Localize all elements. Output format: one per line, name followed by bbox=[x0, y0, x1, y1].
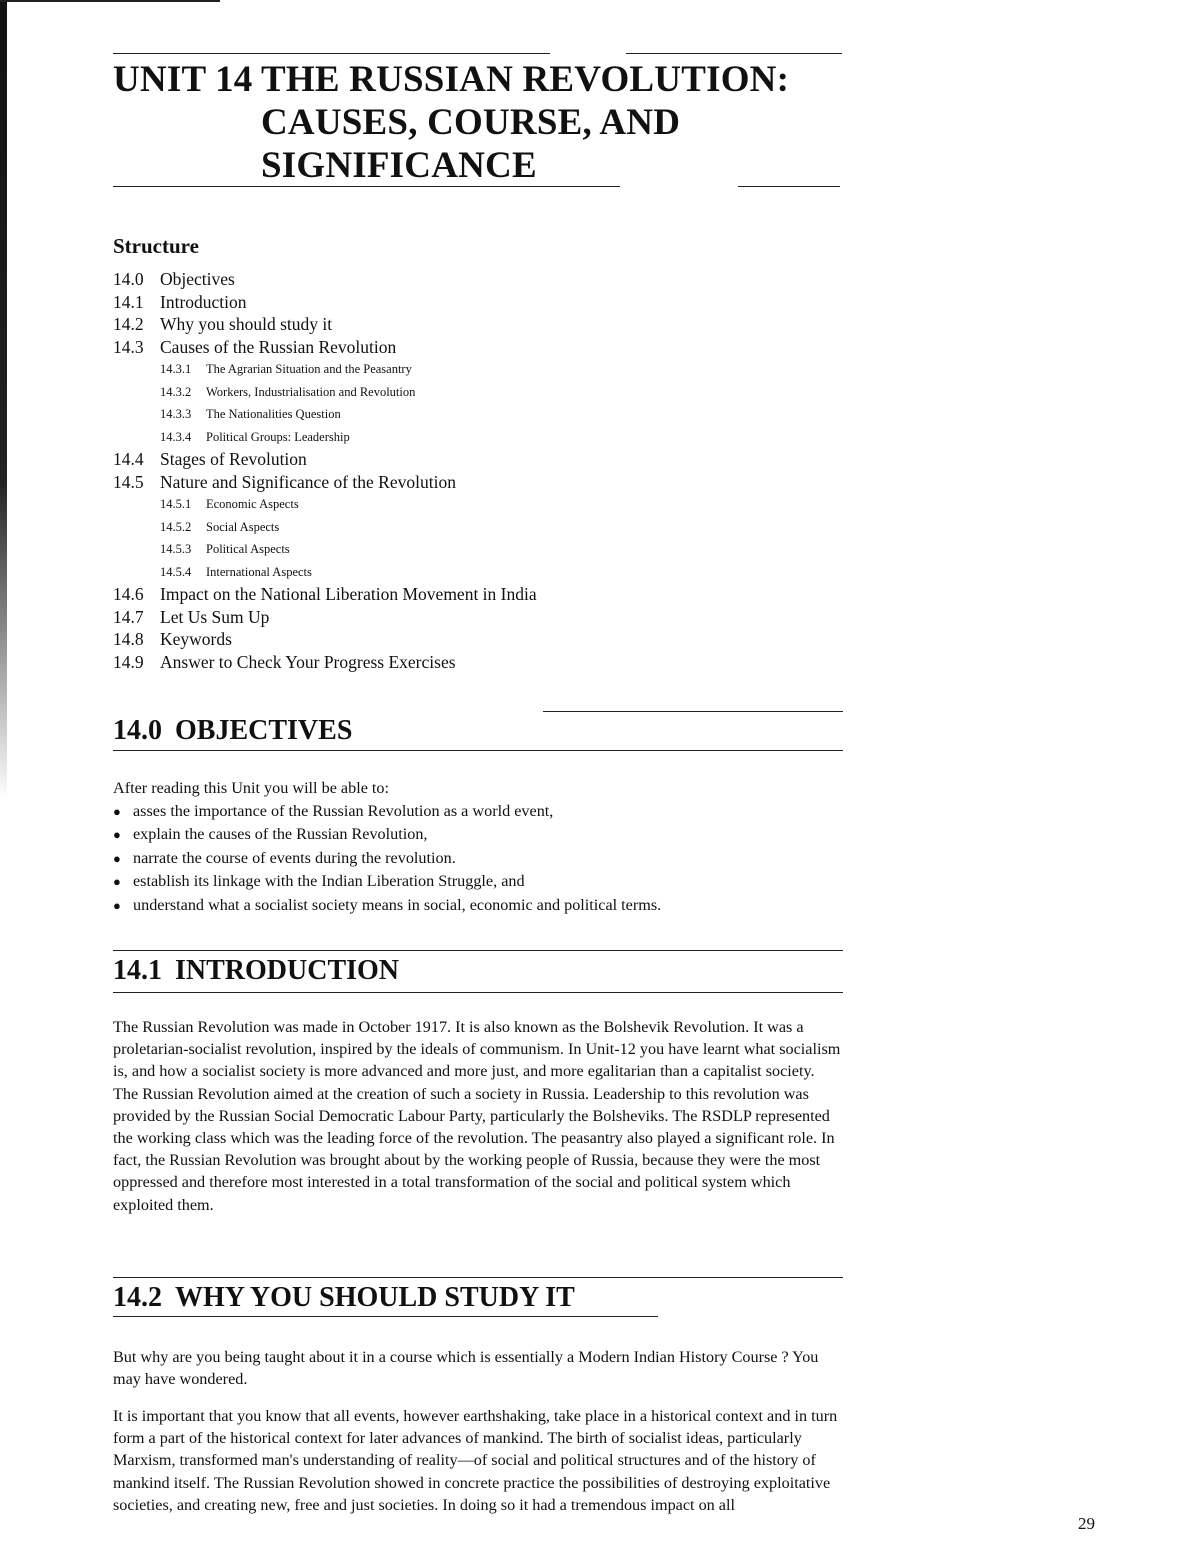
toc-item-label: Objectives bbox=[160, 269, 235, 289]
toc-item-label: Impact on the National Liberation Movement in India bbox=[160, 584, 537, 604]
title-rule-top-left bbox=[113, 53, 550, 54]
toc-item bbox=[113, 516, 537, 539]
introduction-paragraph: The Russian Revolution was made in October 1917. It is also known as the Bolshevik Revolution. It was a proletarian-socialist revolution, inspired by the ideals of communism. In Unit-12 you have learnt what socialism is, and how a socialist society is more advanced and more just, and more egalitarian than a capitalist society. The Russian Revolution aimed at the creation of such a society in Russia. Leadership to this revolution was provided by the Russian Social Democratic Labour Party, particularly the Bolsheviks. The RSDLP represented the working class which was the leading force of the revolution. The peasantry also played a significant role. In fact, the Russian Revolution was brought about by the working people of Russia, because they were the most oppressed and therefore most interested in a total transformation of the social and political system which exploited them. bbox=[113, 1018, 841, 1214]
page-number: 29 bbox=[1078, 1514, 1095, 1533]
toc-item-number: 14.6 bbox=[113, 584, 144, 604]
toc-item bbox=[113, 336, 537, 359]
toc-item-label: Causes of the Russian Revolution bbox=[160, 336, 397, 357]
toc-item bbox=[113, 291, 537, 314]
toc-item-label: The Agrarian Situation and the Peasantry bbox=[206, 362, 412, 376]
introduction-title: INTRODUCTION bbox=[175, 955, 400, 986]
bullet-icon: ● bbox=[113, 827, 121, 843]
toc-item-label: The Nationalities Question bbox=[206, 407, 341, 421]
toc-item-label: Social Aspects bbox=[206, 519, 280, 534]
introduction-rule-top bbox=[113, 950, 843, 951]
objectives-intro: After reading this Unit you will be able to: bbox=[113, 779, 390, 797]
title-rule-bottom-right bbox=[738, 186, 840, 187]
toc-item-label: Economic Aspects bbox=[206, 497, 299, 511]
title-rule-bottom-left bbox=[113, 186, 620, 187]
bullet-icon: ● bbox=[113, 804, 121, 819]
toc-item-label: Nature and Significance of the Revolution bbox=[160, 471, 456, 492]
toc-item-label: Workers, Industrialisation and Revolution bbox=[206, 384, 416, 399]
toc-item-number: 14.3.2 bbox=[160, 384, 192, 399]
objective-item bbox=[113, 847, 661, 870]
toc-item-label: Political Groups: Leadership bbox=[206, 429, 350, 444]
toc-item-number: 14.3.4 bbox=[160, 429, 192, 444]
toc-item bbox=[113, 628, 537, 651]
toc-item-number: 14.4 bbox=[113, 449, 144, 469]
toc-item bbox=[113, 448, 537, 471]
objectives-list bbox=[113, 800, 661, 917]
toc-item-label: Let Us Sum Up bbox=[160, 606, 270, 627]
unit-title-line3: SIGNIFICANCE bbox=[261, 145, 537, 186]
why-study-paragraph-1: But why are you being taught about it in a course which is essentially a Modern Indian History Course ? You may have wondered. bbox=[113, 1348, 819, 1389]
toc-item bbox=[113, 358, 537, 381]
toc-item bbox=[113, 313, 537, 336]
toc-item-number: 14.5.2 bbox=[160, 519, 192, 534]
objective-item bbox=[113, 894, 661, 917]
objectives-title: OBJECTIVES bbox=[175, 715, 353, 746]
toc-item-number: 14.3.1 bbox=[160, 362, 192, 376]
why-study-heading bbox=[113, 1282, 575, 1314]
toc-item-label: Stages of Revolution bbox=[160, 449, 307, 469]
introduction-heading bbox=[113, 955, 399, 987]
objective-item bbox=[113, 870, 661, 893]
toc-item bbox=[113, 381, 537, 404]
objectives-rule-bottom bbox=[113, 750, 843, 751]
objectives-number: 14.0 bbox=[113, 715, 162, 746]
title-rule-top-right bbox=[626, 53, 842, 54]
toc-item-number: 14.1 bbox=[113, 291, 144, 312]
toc-item bbox=[113, 426, 537, 449]
toc-item-label: International Aspects bbox=[206, 564, 312, 579]
why-study-number: 14.2 bbox=[113, 1282, 162, 1313]
toc-item-number: 14.0 bbox=[113, 269, 144, 289]
bullet-icon: ● bbox=[113, 850, 121, 866]
toc-item-label: Introduction bbox=[160, 291, 247, 312]
unit-title bbox=[113, 58, 789, 187]
introduction-rule-bottom bbox=[113, 992, 843, 993]
why-study-rule-bottom bbox=[113, 1316, 658, 1317]
toc-item bbox=[113, 403, 537, 426]
scan-border-top bbox=[0, 0, 220, 2]
toc-item-number: 14.5.3 bbox=[160, 542, 192, 556]
why-study-paragraph-2: It is important that you know that all events, however earthshaking, take place in a historical context and in turn form a part of the historical context for later advances of mankind. The birth of socialist ideas, particularly Marxism, transformed man's understanding of reality—of social and political structures and of the history of mankind itself. The Russian Revolution showed in concrete practice the possibilities of destroying exploitative societies, and creating new, free and just societies. In doing so it had a tremendous impact on all bbox=[113, 1407, 838, 1514]
unit-title-line1: THE RUSSIAN REVOLUTION: bbox=[261, 59, 790, 100]
toc-item bbox=[113, 561, 537, 584]
introduction-number: 14.1 bbox=[113, 955, 162, 986]
toc-item-number: 14.8 bbox=[113, 629, 144, 649]
toc-item bbox=[113, 583, 537, 606]
bullet-icon: ● bbox=[113, 874, 121, 890]
objective-item bbox=[113, 800, 661, 823]
objectives-rule-top bbox=[543, 711, 843, 712]
objective-text: establish its linkage with the Indian Liberation Struggle, and bbox=[133, 872, 525, 891]
toc-item-number: 14.9 bbox=[113, 651, 144, 672]
toc-item-number: 14.7 bbox=[113, 606, 144, 627]
unit-title-line2: CAUSES, COURSE, AND bbox=[261, 102, 681, 143]
toc-item bbox=[113, 471, 537, 494]
objective-text: asses the importance of the Russian Revolution as a world event, bbox=[133, 802, 554, 820]
toc-item-number: 14.3.3 bbox=[160, 407, 192, 421]
toc-item bbox=[113, 268, 537, 291]
toc-item-number: 14.2 bbox=[113, 314, 144, 334]
scan-border bbox=[0, 0, 7, 800]
toc-item-label: Keywords bbox=[160, 629, 232, 649]
table-of-contents bbox=[113, 268, 537, 673]
objective-text: understand what a socialist society means in social, economic and political terms. bbox=[133, 895, 662, 914]
toc-item-number: 14.5.4 bbox=[160, 564, 192, 579]
toc-item-label: Why you should study it bbox=[160, 314, 333, 334]
toc-item-number: 14.3 bbox=[113, 336, 144, 357]
toc-item bbox=[113, 493, 537, 516]
objective-item bbox=[113, 823, 661, 846]
toc-item-label: Political Aspects bbox=[206, 542, 290, 556]
toc-item bbox=[113, 606, 537, 629]
toc-item bbox=[113, 651, 537, 674]
toc-item-number: 14.5 bbox=[113, 471, 144, 492]
why-study-title: WHY YOU SHOULD STUDY IT bbox=[175, 1282, 575, 1313]
structure-heading: Structure bbox=[113, 234, 199, 258]
unit-label: UNIT 14 bbox=[113, 59, 253, 100]
toc-item bbox=[113, 538, 537, 561]
objectives-heading bbox=[113, 715, 352, 747]
why-study-rule-top bbox=[113, 1277, 843, 1278]
toc-item-label: Answer to Check Your Progress Exercises bbox=[160, 651, 456, 672]
bullet-icon: ● bbox=[113, 897, 121, 913]
objective-text: explain the causes of the Russian Revolution, bbox=[133, 825, 428, 844]
objective-text: narrate the course of events during the revolution. bbox=[133, 848, 456, 867]
toc-item-number: 14.5.1 bbox=[160, 497, 192, 511]
